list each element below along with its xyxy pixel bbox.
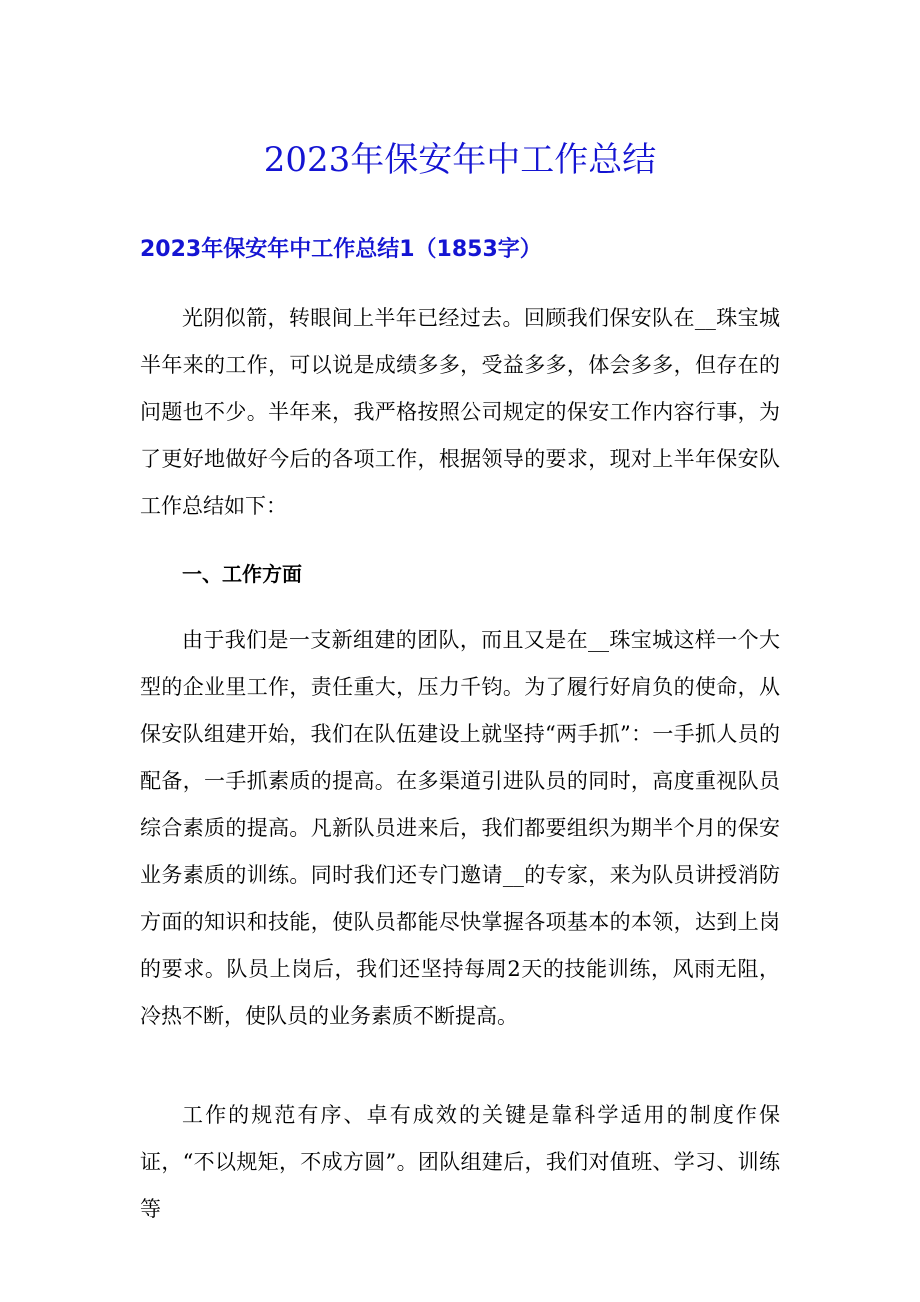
document-title: 2023年保安年中工作总结 bbox=[263, 140, 657, 180]
sub-heading-work: 一、工作方面 bbox=[182, 562, 302, 586]
section-heading: 2023年保安年中工作总结1（1853字） bbox=[140, 237, 542, 262]
paragraph-team-building: 由于我们是一支新组建的团队，而且又是在__珠宝城这样一个大型的企业里工作，责任重大，压力千钧。为了履行好肩负的使命，从保安队组建开始，我们在队伍建设上就坚持“两手抓”：一手抓人员的配备，一手抓素质的提高。在多渠道引进队员的同时，高度重视队员综合素质的提高。凡新队员进来后，我们都要组织为期半个月的保安业务素质的训练。同时我们还专门邀请__的专家，来为队员讲授消防方面的知识和技能，使队员都能尽快掌握各项基本的本领，达到上岗的要求。队员上岗后，我们还坚持每周2天的技能训练，风雨无阻，冷热不断，使队员的业务素质不断提高。 bbox=[140, 628, 780, 1028]
paragraph-intro: 光阴似箭，转眼间上半年已经过去。回顾我们保安队在__珠宝城半年来的工作，可以说是成绩多多，受益多多，体会多多，但存在的问题也不少。半年来，我严格按照公司规定的保安工作内容行事，为了更好地做好今后的各项工作，根据领导的要求，现对上半年保安队工作总结如下： bbox=[140, 306, 780, 518]
paragraph-regulations: 工作的规范有序、卓有成效的关键是靠科学适用的制度作保证，“不以规矩，不成方圆”。团队组建后，我们对值班、学习、训练等 bbox=[140, 1103, 780, 1221]
